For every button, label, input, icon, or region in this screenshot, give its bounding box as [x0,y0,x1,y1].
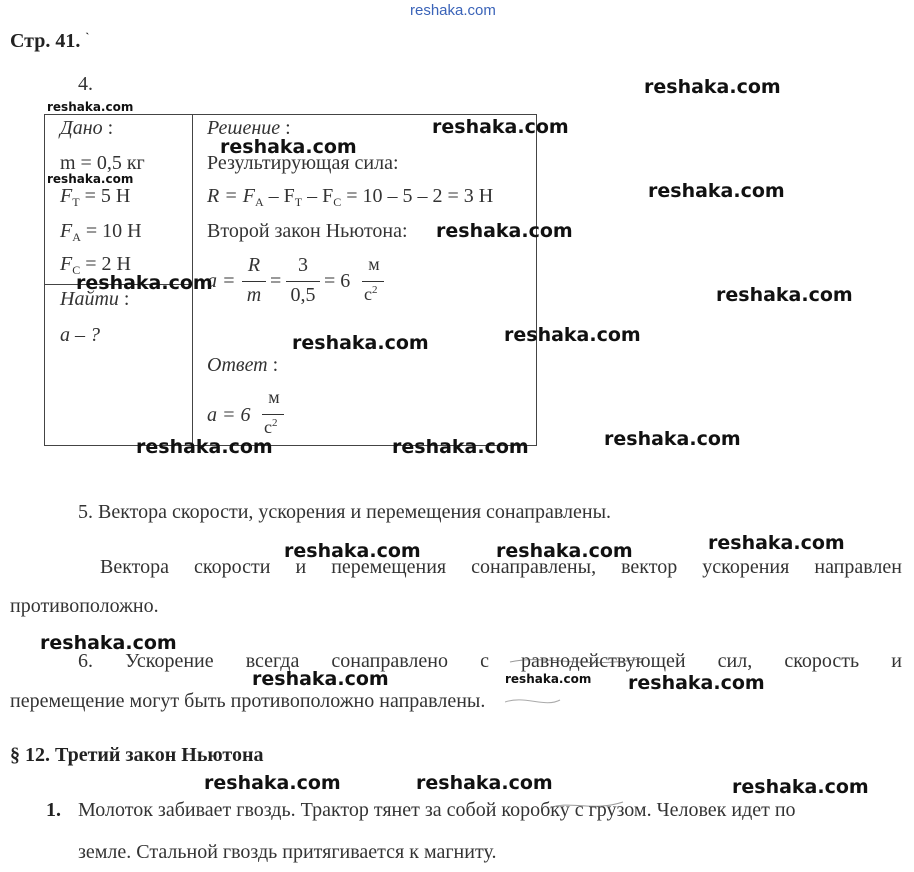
eq-a-bar1 [242,281,266,282]
watermark: reshaka.com [76,272,213,294]
given-ft-symbol: F [60,185,73,207]
eq-a-unit-den-base: с [364,284,372,304]
watermark: reshaka.com [496,540,633,562]
given-fa-sub: A [72,230,81,244]
eq-a-num1: R [247,254,261,276]
given-mass: m = 0,5 кг [60,152,145,174]
problem-5-line1: 5. Вектора скорости, ускорения и перемещения сонаправлены. [78,501,612,523]
given-fc-value: = 2 Н [85,253,131,275]
watermark: reshaka.com [432,116,569,138]
newton-law-line: Второй закон Ньютона: [207,220,408,242]
given-ft-sub: T [72,195,80,209]
eq-r-end: = 10 – 5 – 2 = 3 Н [341,185,494,207]
answer-colon: : [272,354,279,376]
eq-r-sub-c: C [333,195,342,209]
answer-title: Ответ [207,354,268,376]
problem-4-number: 4. [78,73,93,95]
page-label [10,30,89,53]
watermark: reshaka.com [648,180,785,202]
given-colon: : [107,117,114,139]
handwritten-scribble-2 [548,796,628,816]
answer-unit-den-base: с [264,417,272,437]
watermark: reshaka.com [284,540,421,562]
page-label-tick: ` [85,30,90,44]
answer-unit-num: м [268,387,280,407]
watermark: reshaka.com [47,172,134,186]
watermark: reshaka.com [644,76,781,98]
eq-r-mid: – F [263,185,295,207]
watermark: reshaka.com [732,776,869,798]
answer-unit-den-pow: 2 [272,417,278,429]
solution-colon: : [285,117,291,139]
eq-a-den1: m [246,284,262,306]
watermark: reshaka.com [252,668,389,690]
eq-r-start: R = F [207,185,255,207]
section-12-item1-line1: Молоток забивает гвоздь. Трактор тянет за собой коробку с грузом. Человек идет по [78,799,796,821]
eq-r-mid2: – F [302,185,334,207]
eq-r-sub-t: T [294,195,303,209]
watermark: reshaka.com [604,428,741,450]
given-fc-sub: C [72,263,81,277]
answer-unit-den [264,417,278,438]
watermark: reshaka.com [708,532,845,554]
section-12-item1-number: 1. [46,799,61,821]
eq-a-equals: = [270,270,282,292]
site-header-link[interactable]: reshaka.com [410,2,496,19]
problem-6-line1: 6. Ускорение всегда сонаправлено с равнодействующей сил, скорость и [78,650,902,672]
eq-a-bar2 [286,281,320,282]
find-title: Найти [60,288,119,310]
watermark: reshaka.com [136,436,273,458]
eq-a-unit-bar [362,281,384,282]
watermark: reshaka.com [204,772,341,794]
problem-6-line2: перемещение могут быть противоположно направлены. [10,690,486,712]
problem-5-line3: противоположно. [10,595,159,617]
eq-a-unit-den-pow: 2 [372,284,378,296]
given-fa [60,220,142,245]
eq-a-den2: 0,5 [290,284,316,306]
eq-a-unit-den [364,284,378,305]
eq-a-lhs: a = [207,270,236,292]
answer-unit-bar [262,414,284,415]
answer-lhs: a = 6 [207,404,251,426]
answer-heading [207,354,278,377]
watermark: reshaka.com [47,100,134,114]
result-force-equation [207,185,493,210]
watermark: reshaka.com [40,632,177,654]
given-title: Дано [60,117,103,139]
find-value: a – ? [60,324,100,346]
given-heading [60,117,113,140]
section-12-item1-line2: земле. Стальной гвоздь притягивается к магниту. [78,841,497,863]
find-colon: : [123,288,130,310]
watermark: reshaka.com [504,324,641,346]
result-force-line: Результирующая сила: [207,152,399,174]
page-label-text: Стр. 41. [10,30,81,52]
eq-a-unit-num: м [368,254,380,274]
watermark: reshaka.com [436,220,573,242]
watermark: reshaka.com [292,332,429,354]
eq-r-sub-a: A [254,195,264,209]
section-12-title: § 12. Третий закон Ньютона [10,744,264,766]
watermark: reshaka.com [392,436,529,458]
problem-5-line2: Вектора скорости и перемещения сонаправлены, вектор ускорения направлен [100,556,902,578]
watermark: reshaka.com [220,136,357,158]
given-ft-value: = 5 Н [84,185,131,207]
solution-title: Решение [207,117,281,139]
answer-value [207,404,251,427]
given-fa-value: = 10 Н [85,220,142,242]
watermark: reshaka.com [716,284,853,306]
eq-a-num2: 3 [298,254,308,276]
given-fc-symbol: F [60,253,73,275]
given-fa-symbol: F [60,220,73,242]
watermark: reshaka.com [416,772,553,794]
given-ft [60,185,130,210]
eq-a-result: = 6 [324,270,351,292]
watermark: reshaka.com [628,672,765,694]
watermark: reshaka.com [505,672,592,686]
